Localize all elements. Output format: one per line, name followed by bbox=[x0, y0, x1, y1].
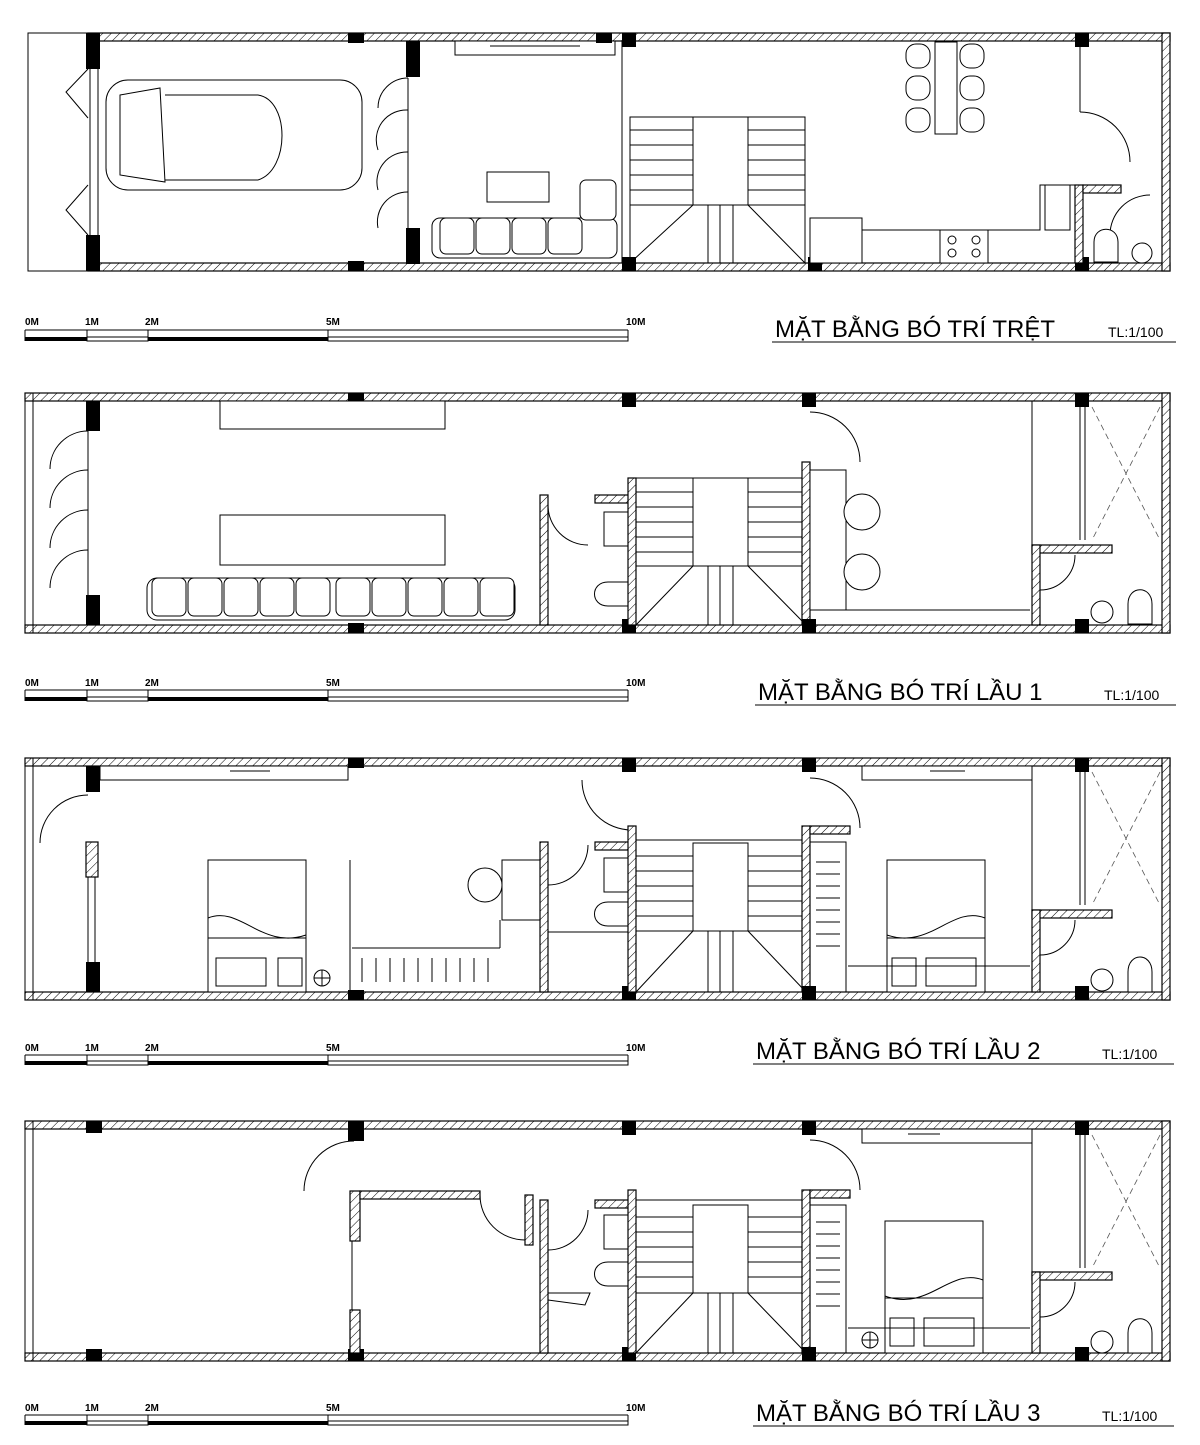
scale-label: 5M bbox=[326, 1043, 340, 1054]
bed-icon bbox=[887, 860, 985, 992]
door-swing bbox=[304, 1141, 354, 1191]
scale-label: 10M bbox=[626, 1403, 646, 1414]
wall-top bbox=[25, 1121, 1170, 1129]
closet-icon bbox=[352, 948, 500, 982]
staircase-icon bbox=[630, 117, 805, 263]
wc-wall bbox=[540, 1200, 548, 1353]
tv-cabinet bbox=[220, 401, 445, 429]
scale-label: 2M bbox=[145, 678, 159, 689]
column-mark bbox=[802, 758, 816, 772]
staircase-icon bbox=[636, 1200, 806, 1353]
wall-rear bbox=[1162, 758, 1170, 1000]
column-mark bbox=[1075, 619, 1089, 633]
door-swing bbox=[582, 780, 632, 830]
column-mark bbox=[802, 1347, 816, 1361]
scale-label: 0M bbox=[25, 1043, 39, 1054]
wc-wall bbox=[595, 1200, 630, 1208]
toilet-icon bbox=[1128, 957, 1152, 992]
partition-column-top bbox=[406, 41, 420, 77]
wc-door bbox=[548, 505, 588, 545]
basin-icon bbox=[1132, 243, 1152, 263]
scale-bar-floor1 bbox=[25, 678, 645, 701]
scale-label: 5M bbox=[326, 678, 340, 689]
front-porch bbox=[28, 33, 90, 271]
column-mark bbox=[86, 595, 100, 625]
column-mark bbox=[622, 1121, 636, 1135]
scale-label: 0M bbox=[25, 678, 39, 689]
stair-wall bbox=[628, 826, 636, 992]
column-mark bbox=[1075, 1121, 1089, 1135]
column-mark bbox=[86, 1121, 102, 1133]
basin-icon bbox=[604, 1215, 628, 1249]
toilet-icon bbox=[595, 1262, 629, 1286]
sink-icon bbox=[1045, 185, 1070, 230]
balcony-door bbox=[40, 795, 88, 843]
folding-gate-top bbox=[66, 69, 88, 118]
wardrobe bbox=[100, 766, 348, 780]
toilet-icon bbox=[595, 582, 629, 606]
toilet-icon bbox=[1128, 1319, 1152, 1353]
plan-floor2 bbox=[25, 758, 1170, 1000]
scale-label: 10M bbox=[626, 1043, 646, 1054]
scale-label: 5M bbox=[326, 317, 340, 328]
closet-icon bbox=[810, 842, 846, 992]
plan-scale-note: TL:1/100 bbox=[1102, 1408, 1158, 1424]
wall-top bbox=[25, 758, 1170, 766]
wc-wall bbox=[1032, 545, 1040, 625]
staircase-icon bbox=[636, 840, 806, 992]
coffee-table bbox=[487, 172, 549, 202]
door-swing bbox=[810, 1140, 860, 1190]
toilet-icon bbox=[1094, 229, 1118, 262]
toilet-icon bbox=[595, 902, 629, 926]
wall-bottom bbox=[25, 625, 1170, 633]
wall-front bbox=[25, 1121, 33, 1361]
scale-label: 0M bbox=[25, 1403, 39, 1414]
wall-top bbox=[25, 393, 1170, 401]
bed-icon bbox=[208, 860, 306, 992]
bar-counter bbox=[810, 470, 846, 610]
wc-wall bbox=[540, 495, 548, 625]
coffee-table bbox=[220, 515, 445, 565]
basin-icon bbox=[604, 858, 628, 892]
column-mark bbox=[802, 1121, 816, 1135]
column-mark bbox=[596, 33, 612, 43]
stove-icon bbox=[940, 230, 988, 263]
wardrobe bbox=[862, 1129, 1032, 1143]
scale-label: 2M bbox=[145, 1043, 159, 1054]
wall-bottom bbox=[25, 992, 1170, 1000]
door-swing bbox=[810, 778, 860, 828]
balcony-doors bbox=[50, 431, 88, 595]
basin-icon bbox=[604, 512, 628, 546]
folding-gate-bottom bbox=[66, 185, 88, 235]
front-column-bottom bbox=[86, 235, 100, 271]
staircase-icon bbox=[636, 478, 806, 625]
stair-wall bbox=[628, 478, 636, 625]
tv-cabinet bbox=[455, 41, 615, 55]
plan-ground bbox=[28, 33, 1170, 271]
room-wall bbox=[350, 1191, 360, 1241]
bar-stool bbox=[844, 494, 880, 530]
basin-icon bbox=[1091, 1331, 1113, 1353]
door-swing bbox=[810, 412, 860, 462]
scale-label: 1M bbox=[85, 1403, 99, 1414]
plan-title: MẶT BẰNG BÓ TRÍ TRỆT bbox=[775, 316, 1056, 343]
wall-rear bbox=[1162, 393, 1170, 633]
wc-wall bbox=[1032, 910, 1040, 992]
basin-icon bbox=[1091, 969, 1113, 991]
scale-label: 1M bbox=[85, 678, 99, 689]
partition-wall bbox=[810, 826, 850, 834]
column-mark bbox=[348, 758, 364, 768]
chair-icon bbox=[468, 868, 502, 902]
partition-wall bbox=[810, 1190, 850, 1198]
scale-label: 0M bbox=[25, 317, 39, 328]
scale-bar-floor2 bbox=[25, 1043, 645, 1065]
wc-wall bbox=[595, 842, 630, 850]
column-mark bbox=[86, 401, 100, 431]
car-icon bbox=[106, 80, 362, 190]
front-column-top bbox=[86, 33, 100, 69]
stair-wall bbox=[628, 1190, 636, 1353]
toilet-icon bbox=[1128, 590, 1152, 624]
stair-wall bbox=[802, 1190, 810, 1353]
wc-wall bbox=[1083, 185, 1121, 193]
column-mark bbox=[348, 33, 364, 43]
wc-door bbox=[1040, 920, 1075, 955]
scale-label: 2M bbox=[145, 1403, 159, 1414]
wc-wall bbox=[540, 842, 548, 992]
plan-title: MẶT BẰNG BÓ TRÍ LẦU 1 bbox=[758, 679, 1043, 706]
scale-bar-ground bbox=[25, 317, 645, 341]
room-wall bbox=[350, 1310, 360, 1353]
scale-bar-floor3 bbox=[25, 1403, 645, 1425]
wc-door bbox=[1110, 195, 1150, 235]
partition-column-bottom bbox=[406, 228, 420, 264]
bed-icon bbox=[885, 1221, 983, 1353]
column-mark bbox=[1075, 758, 1089, 772]
wall-front bbox=[25, 393, 33, 633]
wardrobe bbox=[862, 766, 1032, 780]
plan-scale-note: TL:1/100 bbox=[1102, 1046, 1158, 1062]
scale-label: 10M bbox=[626, 317, 646, 328]
column-mark bbox=[1075, 1347, 1089, 1361]
front-wall bbox=[86, 842, 98, 877]
column-mark bbox=[348, 1121, 364, 1141]
column-mark bbox=[1075, 393, 1089, 407]
column-mark bbox=[1075, 33, 1089, 47]
fridge bbox=[810, 218, 862, 263]
wc-wall bbox=[1075, 185, 1083, 263]
basin-icon bbox=[1091, 601, 1113, 623]
plan-title: MẶT BẰNG BÓ TRÍ LẦU 3 bbox=[756, 1400, 1041, 1427]
scale-label: 5M bbox=[326, 1403, 340, 1414]
wall-front bbox=[25, 758, 33, 1000]
column-mark bbox=[348, 623, 364, 633]
plan-scale-note: TL:1/100 bbox=[1108, 324, 1164, 340]
plan-scale-note: TL:1/100 bbox=[1104, 687, 1160, 703]
folding-door bbox=[376, 78, 408, 228]
wall-bottom bbox=[25, 1353, 1170, 1361]
plan-title: MẶT BẰNG BÓ TRÍ LẦU 2 bbox=[756, 1038, 1041, 1065]
column-mark bbox=[802, 393, 816, 407]
column-mark bbox=[802, 986, 816, 1000]
wall-rear bbox=[1162, 33, 1170, 271]
room-wall bbox=[360, 1191, 480, 1199]
room-wall bbox=[525, 1195, 533, 1245]
bar-stool bbox=[844, 554, 880, 590]
wall-rear bbox=[1162, 1121, 1170, 1361]
dining-table-icon bbox=[906, 42, 984, 134]
column-mark bbox=[86, 1349, 102, 1361]
door-swing bbox=[1080, 112, 1130, 162]
scale-label: 1M bbox=[85, 317, 99, 328]
column-mark bbox=[86, 962, 100, 992]
wc-door bbox=[548, 1210, 588, 1250]
wc-wall bbox=[595, 495, 630, 503]
wc-wall bbox=[1032, 545, 1112, 553]
wc-door bbox=[1040, 1282, 1075, 1317]
column-mark bbox=[1075, 986, 1089, 1000]
wc-wall bbox=[1032, 910, 1112, 918]
column-mark bbox=[622, 393, 636, 407]
plan-floor1 bbox=[25, 393, 1170, 633]
shower-line bbox=[548, 1293, 590, 1305]
wc-wall bbox=[1032, 1272, 1112, 1280]
stair-wall bbox=[802, 826, 810, 992]
sofa-icon bbox=[147, 578, 515, 620]
plan-floor3 bbox=[25, 1121, 1170, 1361]
wc-wall bbox=[1032, 1272, 1040, 1353]
wc-door bbox=[548, 845, 588, 885]
wc-door bbox=[1040, 555, 1075, 590]
column-mark bbox=[622, 33, 636, 47]
desk bbox=[502, 860, 540, 920]
column-mark bbox=[348, 261, 364, 271]
door-swing bbox=[480, 1195, 525, 1240]
closet-icon bbox=[810, 1205, 846, 1353]
column-mark bbox=[622, 758, 636, 772]
stair-wall bbox=[802, 462, 810, 625]
scale-label: 1M bbox=[85, 1043, 99, 1054]
column-mark bbox=[86, 766, 100, 792]
scale-label: 2M bbox=[145, 317, 159, 328]
column-mark bbox=[802, 619, 816, 633]
scale-label: 10M bbox=[626, 678, 646, 689]
